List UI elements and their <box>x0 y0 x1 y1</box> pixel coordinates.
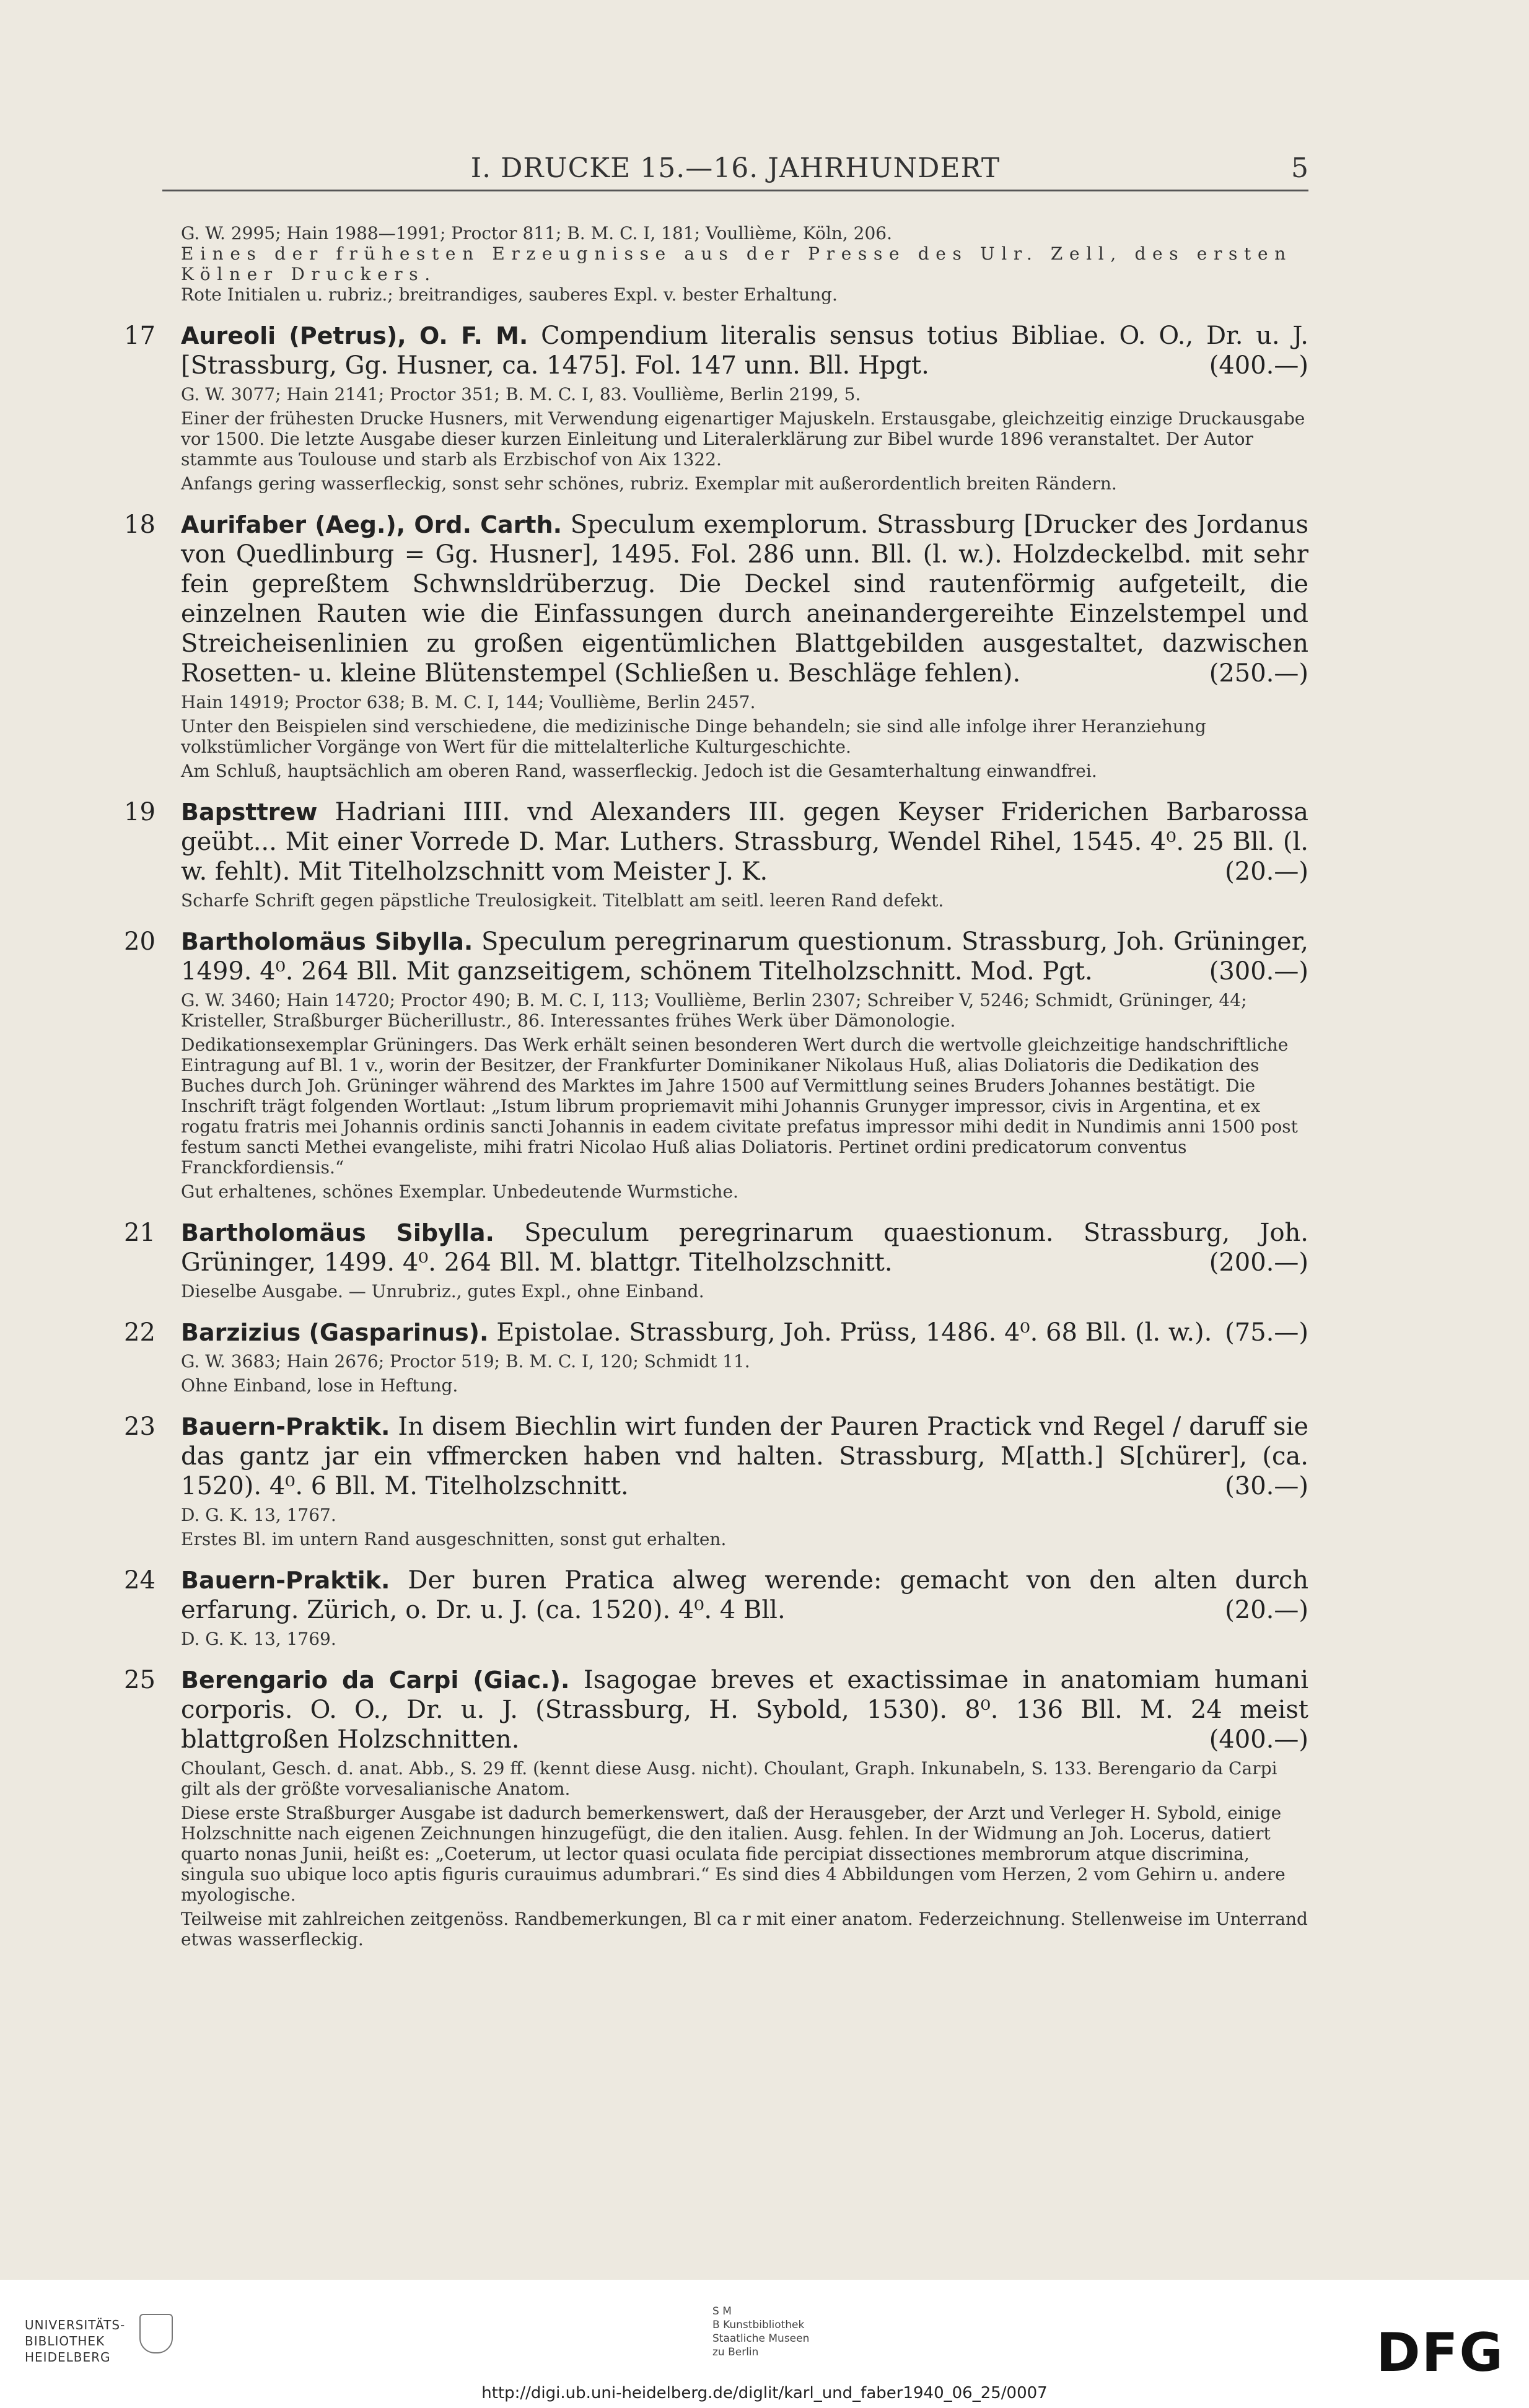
entry-text: Compendium literalis sensus totius Bibliae. O. O., Dr. u. J. [Strassburg, Gg. Husner, ca. 1475]. Fol. 147 unn. Bll. Hpgt. <box>181 322 1308 380</box>
running-header <box>162 152 1308 191</box>
dfg-logo: DFG <box>1376 2322 1504 2384</box>
entry-note: Scharfe Schrift gegen päpstliche Treulosigkeit. Titelblatt am seitl. leeren Rand defekt. <box>181 890 944 911</box>
entry-note: Ohne Einband, lose in Heftung. <box>181 1375 458 1396</box>
entry-title <box>181 1318 1308 1347</box>
entry-author: Bauern-Praktik. <box>181 1413 390 1440</box>
entry-author: Barzizius (Gasparinus). <box>181 1319 489 1346</box>
catalog-content <box>124 223 1308 1950</box>
entry-number: 17 <box>124 322 156 350</box>
intro-notes <box>124 223 1308 305</box>
entry-note: Diese erste Straßburger Ausgabe ist dadurch bemerkenswert, daß der Herausgeber, der Arzt und Verleger H. Sybold, einige Holzschnitte nach eigenen Zeichnungen hinzugefügt, die den italien. Ausg. fehlen. In der Widmung an Joh. Locerus, datiert quarto nonas Junii, heißt es: „Coeterum, ut lector quasi oculata fide percipiat dissectiones membrorum atque discrimina, singula suo ubique loco aptis figuris curauimus adumbrari.“ Es sind dies 4 Abbildungen vom Herzen, 2 vom Gehirn u. andere myologische. <box>181 1803 1286 1905</box>
entry-number: 19 <box>124 798 156 826</box>
entry-text: Der buren Pratica alweg werende: gemacht von den alten durch erfarung. Zürich, o. Dr. u. J. (ca. 1520). 4⁰. 4 Bll. <box>181 1566 1309 1624</box>
entry-price: (300.—) <box>1209 957 1308 986</box>
entry-text: Isagogae breves et exactissimae in anatomiam humani corporis. O. O., Dr. u. J. (Strassburg, H. Sybold, 1530). 8⁰. 136 Bll. M. 24 meist blattgroßen Holzschnitten. <box>181 1666 1308 1754</box>
university-library-logo <box>25 2317 125 2365</box>
entry-price: (200.—) <box>1209 1248 1308 1277</box>
entry-note: G. W. 3460; Hain 14720; Proctor 490; B. M. C. I, 113; Voullième, Berlin 2307; Schreiber V, 5246; Schmidt, Grüninger, 44; Kristeller, Straßburger Bücherillustr., 86. Interessantes frühes Werk über Dämonologie. <box>181 990 1247 1031</box>
entry-price: (400.—) <box>1209 1725 1308 1754</box>
intro-line: G. W. 2995; Hain 1988—1991; Proctor 811; B. M. C. I, 181; Voullième, Köln, 206. <box>181 223 892 243</box>
entry-note: Gut erhaltenes, schönes Exemplar. Unbedeutende Wurmstiche. <box>181 1181 738 1202</box>
logo-text-line: UNIVERSITÄTS- <box>25 2318 126 2332</box>
entry-note: Am Schluß, hauptsächlich am oberen Rand, wasserfleckig. Jedoch ist die Gesamterhaltung einwandfrei. <box>181 761 1097 781</box>
catalog-entry-22 <box>124 1318 1308 1396</box>
stamp-line: S M <box>712 2305 732 2318</box>
catalog-entry-24 <box>124 1565 1308 1649</box>
entry-number: 20 <box>124 927 156 956</box>
catalog-entry-20 <box>124 927 1308 1202</box>
entry-title <box>181 1665 1308 1754</box>
header-title: I. DRUCKE 15.—16. JAHRHUNDERT <box>470 152 1001 184</box>
entry-title <box>181 927 1308 986</box>
entry-text: Speculum peregrinarum quaestionum. Strassburg, Joh. Grüninger, 1499. 4⁰. 264 Bll. M. blattgr. Titelholzschnitt. <box>181 1219 1309 1277</box>
entry-author: Berengario da Carpi (Giac.). <box>181 1666 570 1694</box>
entry-number: 24 <box>124 1566 156 1595</box>
entry-note: D. G. K. 13, 1767. <box>181 1505 336 1525</box>
entry-title <box>181 321 1308 380</box>
entry-number: 22 <box>124 1318 156 1347</box>
catalog-entry-18 <box>124 510 1308 781</box>
entry-number: 25 <box>124 1666 156 1694</box>
library-stamp <box>712 2305 809 2359</box>
entry-title <box>181 797 1308 887</box>
catalog-entry-19 <box>124 797 1308 911</box>
entry-text: Hadriani IIII. vnd Alexanders III. gegen Keyser Friderichen Barbarossa geübt... Mit einer Vorrede D. Mar. Luthers. Strassburg, Wendel Rihel, 1545. 4⁰. 25 Bll. (l. w. fehlt). Mit Titelholzschnitt vom Meister J. K. <box>181 798 1308 886</box>
entry-price: (20.—) <box>1225 857 1308 886</box>
entry-note: Unter den Beispielen sind verschiedene, die medizinische Dinge behandeln; sie sind alle infolge ihrer Heranziehung volkstümlicher Vorgänge von Wert für die mittelalterliche Kulturgeschichte. <box>181 716 1206 757</box>
stamp-line: Staatliche Museen <box>712 2332 810 2345</box>
entry-note: Choulant, Gesch. d. anat. Abb., S. 29 ff. (kennt diese Ausg. nicht). Choulant, Graph. Inkunabeln, S. 133. Berengario da Carpi gilt als der größte vorvesalianische Anatom. <box>181 1758 1277 1799</box>
entry-title <box>181 1218 1308 1277</box>
entry-number: 21 <box>124 1219 156 1247</box>
entry-author: Bartholomäus Sibylla. <box>181 928 473 955</box>
intro-line: Rote Initialen u. rubriz.; breitrandiges, sauberes Expl. v. bester Erhaltung. <box>181 284 838 305</box>
entry-note: G. W. 3077; Hain 2141; Proctor 351; B. M. C. I, 83. Voullième, Berlin 2199, 5. <box>181 384 861 405</box>
entry-note: Erstes Bl. im untern Rand ausgeschnitten, sonst gut erhalten. <box>181 1529 727 1549</box>
entry-title <box>181 1565 1308 1625</box>
entry-number: 18 <box>124 510 156 539</box>
entry-price: (250.—) <box>1209 659 1308 688</box>
entry-title <box>181 510 1308 688</box>
entry-note: Dieselbe Ausgabe. — Unrubriz., gutes Expl., ohne Einband. <box>181 1281 704 1302</box>
intro-line: Eines der frühesten Erzeugnisse aus der Presse des Ulr. Zell, des ersten Kölner Druckers. <box>181 243 1305 284</box>
entry-title <box>181 1412 1308 1501</box>
digitization-footer <box>0 2280 1529 2408</box>
entry-price: (75.—) <box>1225 1318 1308 1347</box>
entry-note: D. G. K. 13, 1769. <box>181 1629 336 1649</box>
stamp-line: zu Berlin <box>712 2346 759 2358</box>
entry-note: G. W. 3683; Hain 2676; Proctor 519; B. M. C. I, 120; Schmidt 11. <box>181 1351 750 1372</box>
entry-price: (30.—) <box>1225 1472 1308 1500</box>
logo-text-line: HEIDELBERG <box>25 2350 111 2365</box>
entry-text: In disem Biechlin wirt funden der Pauren Practick vnd Regel / daruff sie das gantz jar ein vffmercken haben vnd halten. Strassburg, M[atth.] S[chürer], (ca. 1520). 4⁰. 6 Bll. M. Titelholzschnitt. <box>181 1412 1309 1500</box>
entry-price: (20.—) <box>1225 1596 1308 1624</box>
entry-note: Anfangs gering wasserfleckig, sonst sehr schönes, rubriz. Exemplar mit außerordentlich breiten Rändern. <box>181 473 1117 494</box>
seal-icon <box>139 2314 173 2353</box>
entry-number: 23 <box>124 1412 156 1441</box>
entry-price: (400.—) <box>1209 351 1308 380</box>
entry-note: Einer der frühesten Drucke Husners, mit Verwendung eigenartiger Majuskeln. Erstausgabe, gleichzeitig einzige Druckausgabe vor 1500. Die letzte Ausgabe dieser kurzen Einleitung und Literalerklärung zur Bibel wurde 1896 veranstaltet. Der Autor stammte aus Toulouse und starb als Erzbischof von Aix 1322. <box>181 408 1305 470</box>
entry-author: Bauern-Praktik. <box>181 1567 390 1594</box>
entry-note: Teilweise mit zahlreichen zeitgenöss. Randbemerkungen, Bl ca r mit einer anatom. Federzeichnung. Stellenweise im Unterrand etwas wasserfleckig. <box>181 1909 1308 1950</box>
catalog-entry-25 <box>124 1665 1308 1950</box>
entry-note: Hain 14919; Proctor 638; B. M. C. I, 144; Voullième, Berlin 2457. <box>181 692 756 712</box>
stamp-line: B Kunstbibliothek <box>712 2319 805 2331</box>
permalink-url[interactable]: http://digi.ub.uni-heidelberg.de/diglit/karl_und_faber1940_06_25/0007 <box>481 2384 1048 2402</box>
entry-text: Speculum exemplorum. Strassburg [Drucker des Jordanus von Quedlinburg = Gg. Husner], 1495. Fol. 286 unn. Bll. (l. w.). Holzdeckelbd. mit sehr fein gepreßtem Schwnsldrüberzug. Die Deckel sind rautenförmig aufgeteilt, die einzelnen Rauten wie die Einfassungen durch aneinandergereihte Einzelstempel und Streicheisenlinien zu großen eigentümlichen Blattgebilden ausgestaltet, dazwischen Rosetten- u. kleine Blütenstempel (Schließen u. Beschläge fehlen). <box>181 510 1309 688</box>
page-number: 5 <box>1291 152 1308 184</box>
entry-text: Speculum peregrinarum questionum. Strassburg, Joh. Grüninger, 1499. 4⁰. 264 Bll. Mit ganzseitigem, schönem Titelholzschnitt. Mod. Pgt. <box>181 927 1309 986</box>
logo-text-line: BIBLIOTHEK <box>25 2334 105 2349</box>
catalog-entry-21 <box>124 1218 1308 1302</box>
catalog-entry-23 <box>124 1412 1308 1549</box>
entry-note: Dedikationsexemplar Grüningers. Das Werk erhält seinen besonderen Wert durch die wertvolle gleichzeitige handschriftliche Eintragung auf Bl. 1 v., worin der Besitzer, der Frankfurter Dominikaner Nikolaus Huß, alias Doliatoris die Dedikation des Buches durch Joh. Grüninger während des Marktes im Jahre 1500 auf Vermittlung seines Bruders Johannes bestätigt. Die Inschrift trägt folgenden Wortlaut: „Istum librum propriemavit mihi Johannis Grunyger impressor, civis in Argentina, et ex rogatu fratris mei Johannis ordinis sancti Johannis in eadem civitate prefatus impressor mihi dedit in Nundimis anni 1500 post festum sancti Methei evangeliste, mihi fratri Nicolao Huß alias Doliatoris. Pertinet ordini predicatorum conventus Franckfordiensis.“ <box>181 1035 1298 1178</box>
entry-author: Aurifaber (Aeg.), Ord. Carth. <box>181 511 563 538</box>
catalog-entry-17 <box>124 321 1308 494</box>
entry-author: Bapsttrew <box>181 799 318 826</box>
entry-author: Bartholomäus Sibylla. <box>181 1219 494 1246</box>
entry-author: Aureoli (Petrus), O. F. M. <box>181 322 528 349</box>
entry-text: Epistolae. Strassburg, Joh. Prüss, 1486. 4⁰. 68 Bll. (l. w.). <box>496 1318 1212 1347</box>
